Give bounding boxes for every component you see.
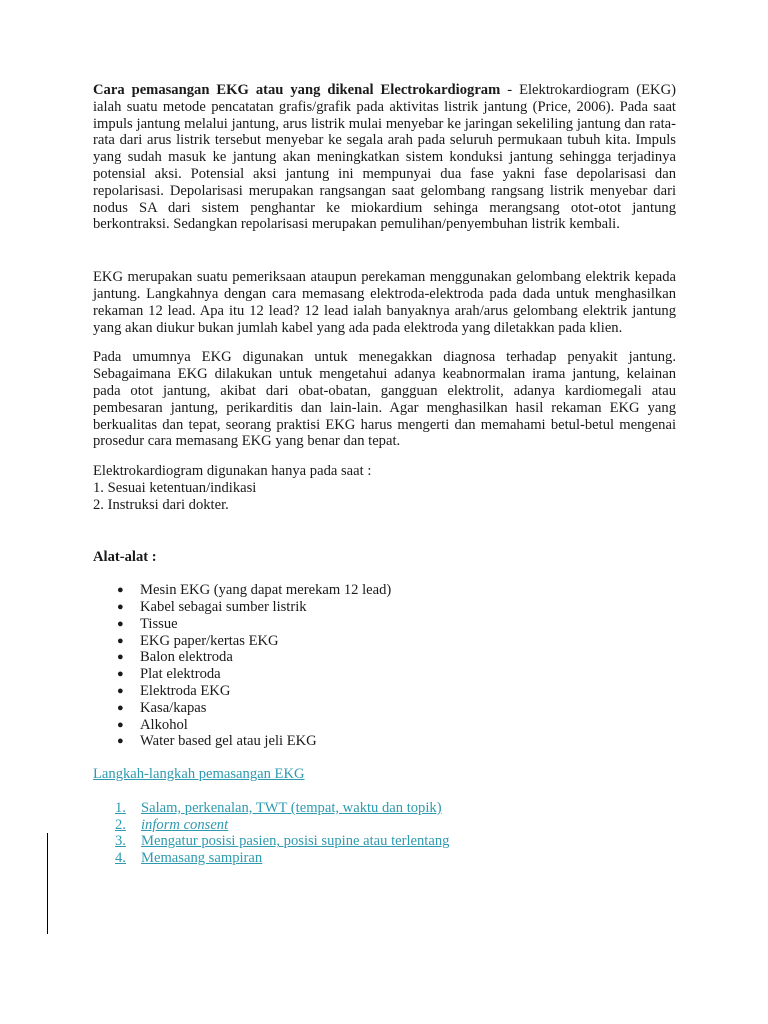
- tool-label: Plat elektroda: [140, 666, 221, 683]
- usage-item-1: 1. Sesuai ketentuan/indikasi: [93, 479, 257, 496]
- step-number: 1.: [115, 799, 126, 816]
- tools-list: [93, 582, 676, 750]
- usage-block: [93, 463, 676, 513]
- change-bar: [47, 833, 48, 934]
- step-text: Mengatur posisi pasien, posisi supine atau terlentang: [141, 833, 450, 850]
- tool-label: Kasa/kapas: [140, 699, 207, 716]
- tools-heading: Alat-alat :: [93, 548, 157, 565]
- step-link[interactable]: [93, 850, 676, 867]
- bullet-icon: ●: [117, 584, 124, 597]
- tool-label: Water based gel atau jeli EKG: [140, 733, 317, 750]
- list-item: [93, 717, 676, 734]
- bullet-icon: ●: [117, 668, 124, 681]
- bullet-icon: ●: [117, 651, 124, 664]
- intro-bold-title: Cara pemasangan EKG atau yang dikenal Electrokardiogram: [93, 82, 501, 98]
- list-item: [93, 633, 676, 650]
- intro-body-text: - Elektrokardiogram (EKG) ialah suatu metode pencatatan grafis/grafik pada aktivitas listrik jantung (Price, 2006). Pada saat impuls jantung melalui jantung, arus listrik mulai menyebar ke jaringan sekeliling jantung dan rata-rata dari arus listrik tersebut menyebar ke segala arah pada seluruh permukaan tubuh kita. Impuls yang sudah masuk ke jantung akan meningkatkan sistem konduksi jantung sehingga terjadinya potensial aksi. Potensial aksi jantung ini mempunyai dua fase yakni fase depolarisasi dan repolarisasi. Depolarisasi merupakan rangsangan saat gelombang rangsang listrik menyebar dari nodus SA dari sistem penghantar ke miokardium sehinga merangsang otot-otot jantung berkontraksi. Sedangkan repolarisasi merupakan pemulihan/penyembuhan listrik kembali.: [93, 82, 676, 233]
- list-item: [93, 649, 676, 666]
- step-number: 3.: [115, 833, 126, 850]
- ekg-definition-paragraph: EKG merupakan suatu pemeriksaan ataupun perekaman menggunakan gelombang elektrik kepada jantung. Langkahnya dengan cara memasang elektroda-elektroda pada dada untuk menghasilkan rekaman 12 lead. Apa itu 12 lead? 12 lead ialah banyaknya arah/arus gelombang elektrik jantung yang akan diukur bukan jumlah kabel yang ada pada elektroda yang diletakkan pada klien.: [93, 269, 676, 336]
- list-item: [93, 616, 676, 633]
- step-number: 2.: [115, 816, 126, 833]
- tool-label: Mesin EKG (yang dapat merekam 12 lead): [140, 582, 392, 599]
- list-item: [93, 700, 676, 717]
- tool-label: Alkohol: [140, 716, 188, 733]
- list-item: [93, 683, 676, 700]
- ekg-usage-paragraph: Pada umumnya EKG digunakan untuk menegakkan diagnosa terhadap penyakit jantung. Sebagaimana EKG dilakukan untuk mengetahui adanya keabnormalan irama jantung, kelainan pada otot jantung, akibat dari obat-obatan, gangguan elektrolit, adanya kardiomegali atau pembesaran jantung, perikarditis dan lain-lain. Agar menghasilkan hasil rekaman EKG yang berkualitas dan tepat, seorang praktisi EKG harus mengerti dan memahami betul-betul mengenai prosedur cara memasang EKG yang benar dan tepat.: [93, 349, 676, 450]
- list-item: [93, 666, 676, 683]
- step-number: 4.: [115, 850, 126, 867]
- intro-paragraph: [93, 82, 676, 233]
- step-text: Salam, perkenalan, TWT (tempat, waktu dan topik): [141, 799, 442, 816]
- list-item: [93, 733, 676, 750]
- step-link[interactable]: [93, 800, 676, 817]
- document-page: [93, 82, 676, 867]
- bullet-icon: ●: [117, 600, 124, 613]
- usage-lead: Elektrokardiogram digunakan hanya pada saat :: [93, 463, 372, 480]
- steps-heading-link[interactable]: Langkah-langkah pemasangan EKG: [93, 766, 305, 783]
- step-link[interactable]: [93, 833, 676, 850]
- list-item: [93, 599, 676, 616]
- bullet-icon: ●: [117, 735, 124, 748]
- step-link[interactable]: [93, 817, 676, 834]
- step-text: Memasang sampiran: [141, 850, 263, 867]
- tool-label: Balon elektroda: [140, 649, 233, 666]
- tool-label: Elektroda EKG: [140, 682, 231, 699]
- bullet-icon: ●: [117, 701, 124, 714]
- tool-label: EKG paper/kertas EKG: [140, 632, 279, 649]
- step-text: inform consent: [141, 816, 229, 833]
- bullet-icon: ●: [117, 634, 124, 647]
- bullet-icon: ●: [117, 617, 124, 630]
- steps-list: [93, 800, 676, 867]
- bullet-icon: ●: [117, 718, 124, 731]
- list-item: [93, 582, 676, 599]
- tool-label: Tissue: [140, 615, 178, 632]
- tool-label: Kabel sebagai sumber listrik: [140, 598, 307, 615]
- usage-item-2: 2. Instruksi dari dokter.: [93, 496, 229, 513]
- bullet-icon: ●: [117, 684, 124, 697]
